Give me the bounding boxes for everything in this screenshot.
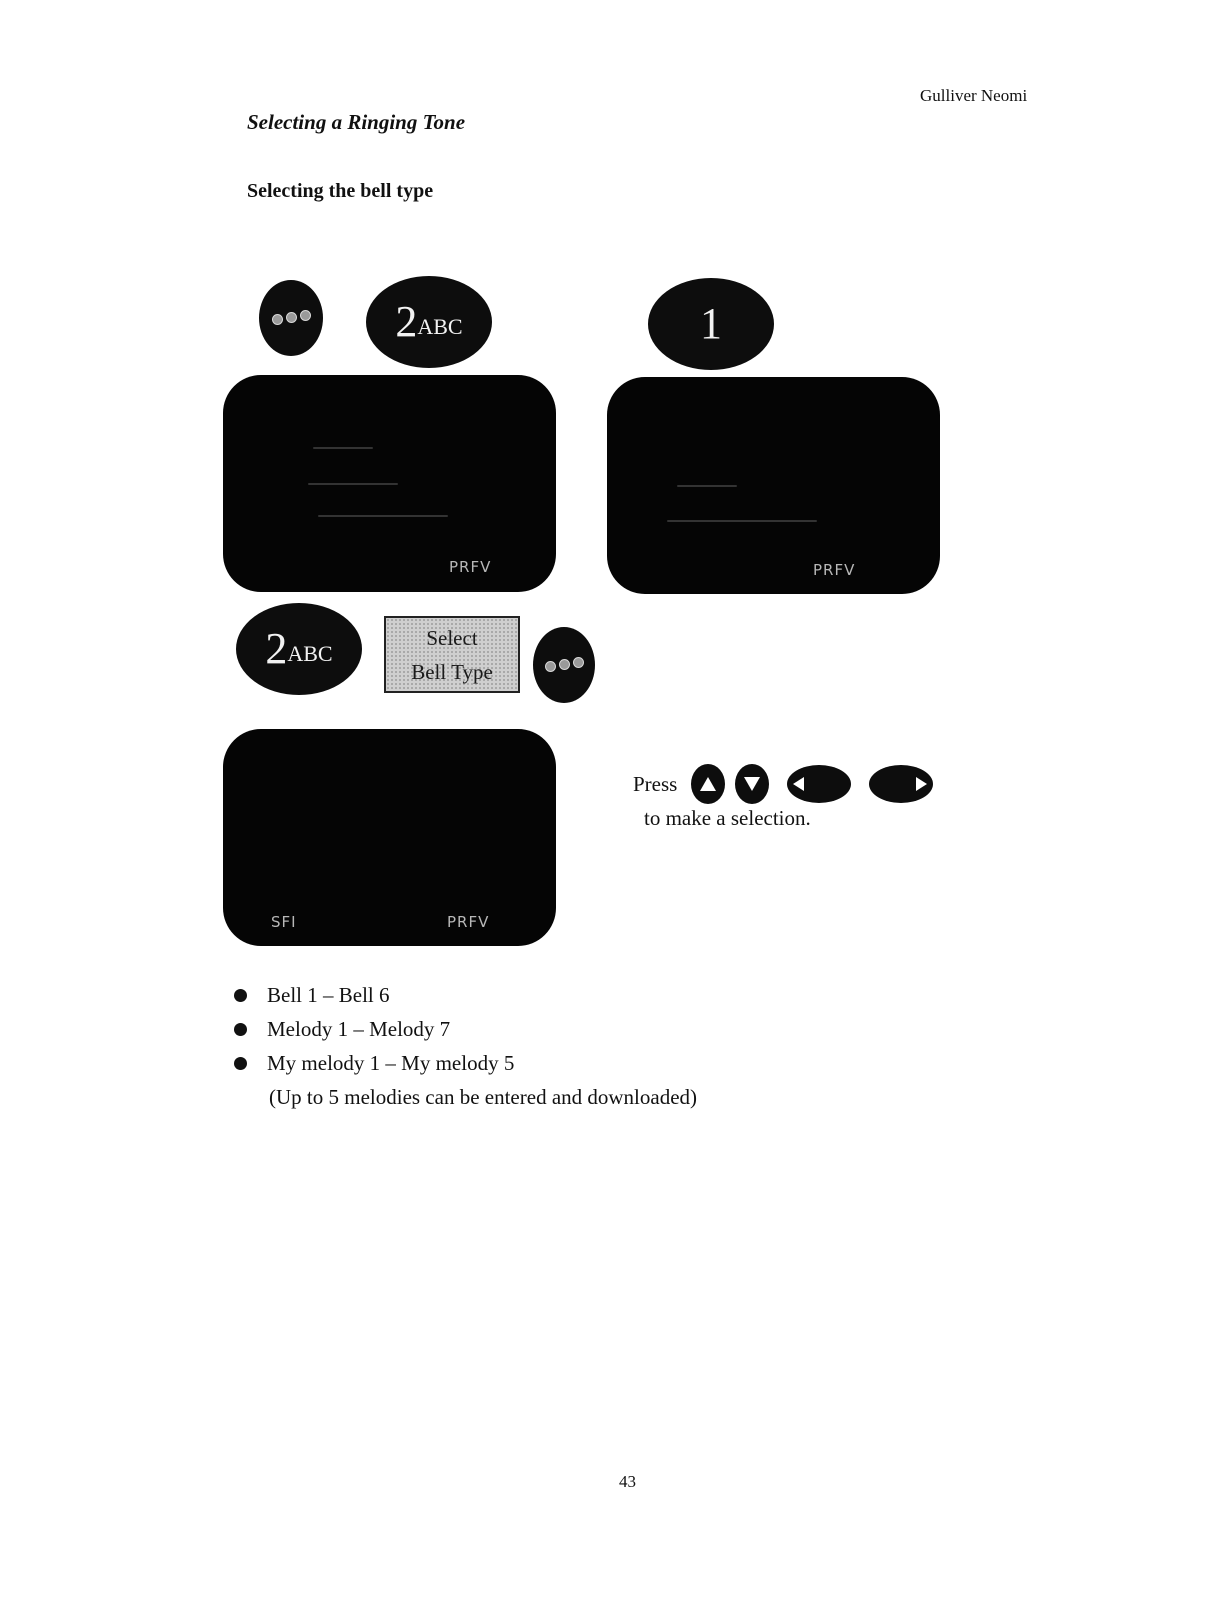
menu-line-1: Select (426, 625, 478, 650)
subsection-title: Selecting the bell type (247, 180, 434, 202)
press-label: Press (633, 771, 678, 796)
right-arrow-key[interactable] (869, 765, 933, 803)
menu-key[interactable] (533, 627, 595, 703)
down-arrow-key[interactable] (735, 764, 769, 804)
key-digit: 2 (395, 297, 418, 346)
list-item: My melody 1 – My melody 5 (234, 1046, 697, 1080)
up-arrow-icon (700, 777, 716, 791)
key-letters: ABC (287, 641, 333, 666)
phone-screen-2 (607, 377, 940, 594)
list-item: Melody 1 – Melody 7 (234, 1012, 697, 1046)
section-title: Selecting a Ringing Tone (247, 110, 466, 134)
header-brand: Gulliver Neomi (920, 86, 1028, 105)
bell-options-list (234, 978, 697, 1114)
menu-dots-icon (545, 657, 584, 668)
menu-key[interactable] (259, 280, 323, 356)
press-caption: to make a selection. (644, 806, 811, 830)
phone-screen-3 (223, 729, 556, 946)
page-number: 43 (619, 1472, 636, 1491)
press-instruction (633, 764, 943, 804)
key-digit: 1 (700, 299, 722, 348)
down-arrow-icon (744, 777, 760, 791)
menu-dots-icon (272, 310, 311, 321)
menu-line-2: Bell Type (411, 659, 493, 684)
phone-screen-1 (223, 375, 556, 592)
bullet-icon (234, 989, 247, 1002)
bullet-icon (234, 1023, 247, 1036)
left-arrow-key[interactable] (787, 765, 851, 803)
right-arrow-icon (916, 777, 927, 791)
screen-softkey: PRFV (449, 558, 492, 576)
screen-softkey: PRFV (813, 561, 856, 579)
key-digit: 2 (265, 624, 288, 673)
select-bell-type-menu[interactable] (384, 616, 520, 693)
key-letters: ABC (417, 314, 463, 339)
up-arrow-key[interactable] (691, 764, 725, 804)
list-item: Bell 1 – Bell 6 (234, 978, 697, 1012)
key-1[interactable] (648, 278, 774, 370)
bullet-icon (234, 1057, 247, 1070)
left-arrow-icon (793, 777, 804, 791)
screen-softkey-right: PRFV (447, 913, 490, 931)
key-2-abc[interactable] (366, 276, 492, 368)
options-note: (Up to 5 melodies can be entered and downloaded) (269, 1084, 698, 1109)
key-2-abc[interactable] (236, 603, 362, 695)
screen-softkey-left: SFI (271, 913, 297, 931)
